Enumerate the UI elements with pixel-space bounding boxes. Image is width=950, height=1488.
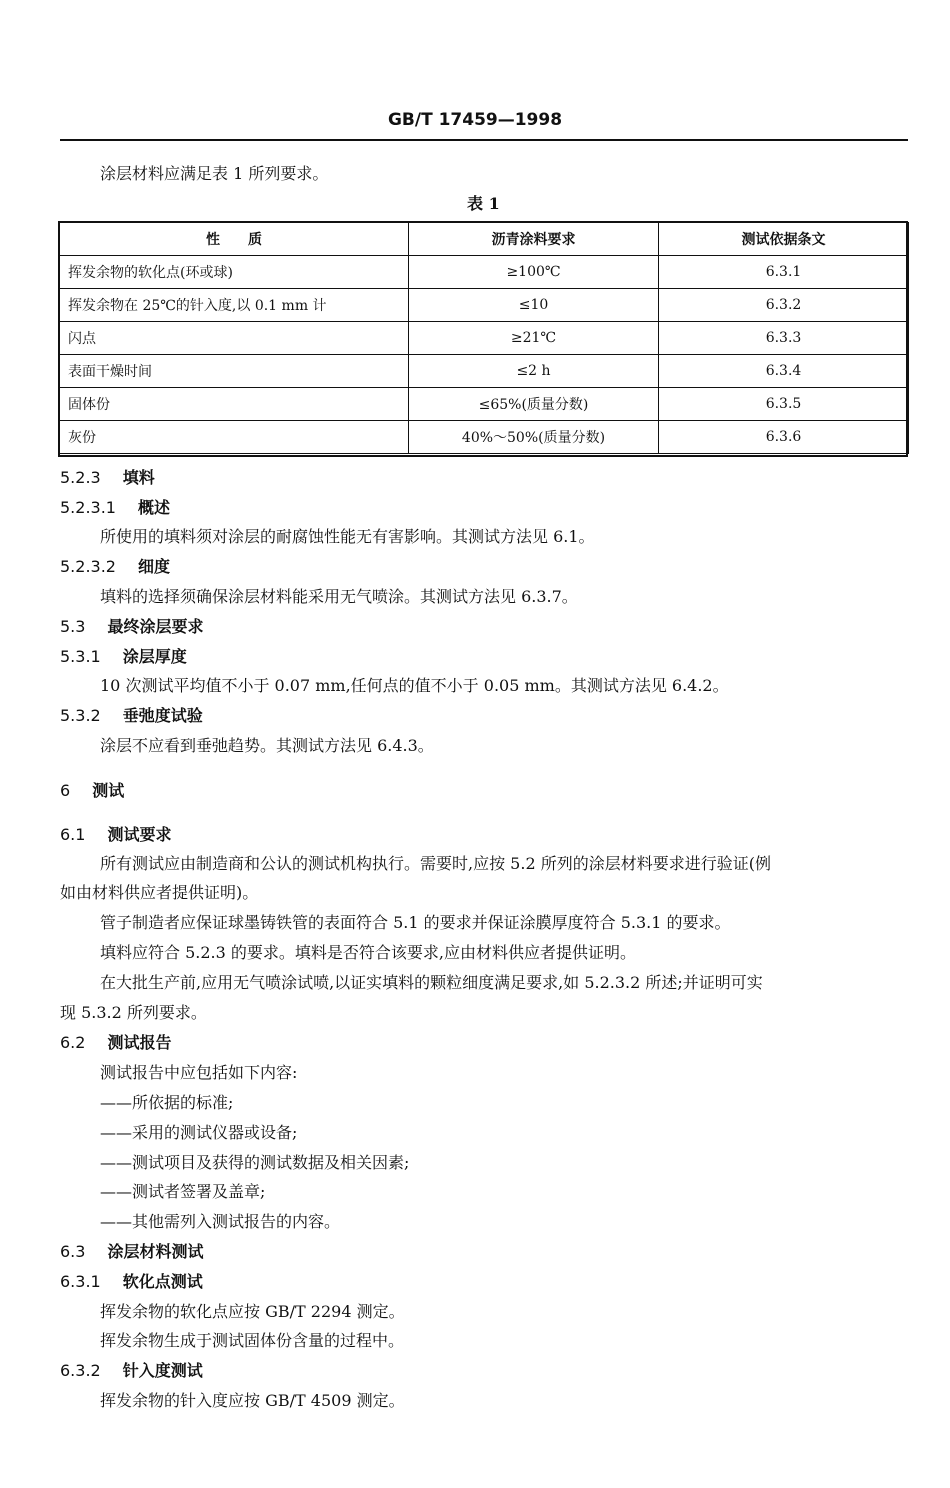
section-title: 测试 bbox=[92, 781, 125, 800]
section-number: 5.3.2 bbox=[60, 706, 101, 725]
paragraph: 现 5.3.2 所列要求。 bbox=[60, 1003, 207, 1022]
section-title: 概述 bbox=[137, 498, 170, 517]
paragraph: 挥发余物的针入度应按 GB/T 4509 测定。 bbox=[100, 1391, 405, 1410]
list-item: ——所依据的标准; bbox=[100, 1093, 234, 1112]
table-row bbox=[60, 322, 909, 355]
paragraph: 10 次测试平均值不小于 0.07 mm,任何点的值不小于 0.05 mm。其测试方法见 6.4.2。 bbox=[100, 676, 729, 695]
header-rule bbox=[60, 139, 908, 141]
section-title: 针入度测试 bbox=[122, 1361, 203, 1380]
section-title: 细度 bbox=[137, 557, 170, 576]
section-heading-6-3-2 bbox=[60, 1361, 203, 1381]
table-cell: 灰份 bbox=[60, 421, 409, 454]
table-cell: ≤2 h bbox=[409, 355, 659, 388]
section-heading-6-3-1 bbox=[60, 1272, 203, 1292]
table-cell: 挥发余物的软化点(环或球) bbox=[60, 256, 409, 289]
paragraph: 管子制造者应保证球墨铸铁管的表面符合 5.1 的要求并保证涂膜厚度符合 5.3.1 的要求。 bbox=[100, 913, 731, 932]
section-number: 6 bbox=[60, 781, 71, 800]
list-item: ——其他需列入测试报告的内容。 bbox=[100, 1212, 341, 1231]
section-heading-6 bbox=[60, 781, 124, 801]
paragraph: 所有测试应由制造商和公认的测试机构执行。需要时,应按 5.2 所列的涂层材料要求进行验证(例 bbox=[100, 854, 771, 873]
paragraph: 挥发余物生成于测试固体份含量的过程中。 bbox=[100, 1331, 405, 1350]
table-cell: ≤10 bbox=[409, 289, 659, 322]
table-cell: 6.3.3 bbox=[659, 322, 909, 355]
paragraph: 所使用的填料须对涂层的耐腐蚀性能无有害影响。其测试方法见 6.1。 bbox=[100, 527, 595, 546]
section-number: 6.2 bbox=[60, 1033, 86, 1052]
table-header-cell: 性 质 bbox=[60, 223, 409, 256]
section-heading-5-3-1 bbox=[60, 647, 187, 667]
paragraph: 涂层不应看到垂弛趋势。其测试方法见 6.4.3。 bbox=[100, 736, 434, 755]
table-cell: 6.3.5 bbox=[659, 388, 909, 421]
table-row bbox=[60, 355, 909, 388]
table-row bbox=[60, 421, 909, 454]
section-heading-5-2-3-1 bbox=[60, 498, 170, 518]
section-number: 5.3.1 bbox=[60, 647, 101, 666]
section-heading-6-1 bbox=[60, 825, 171, 845]
section-number: 5.2.3 bbox=[60, 468, 101, 487]
section-number: 5.3 bbox=[60, 617, 86, 636]
table-caption: 表 1 bbox=[467, 194, 500, 213]
table-row bbox=[60, 289, 909, 322]
table-cell: 闪点 bbox=[60, 322, 409, 355]
paragraph: 填料的选择须确保涂层材料能采用无气喷涂。其测试方法见 6.3.7。 bbox=[100, 587, 578, 606]
document-code-header: GB/T 17459—1998 bbox=[387, 110, 563, 130]
table-cell: 6.3.1 bbox=[659, 256, 909, 289]
paragraph: 如由材料供应者提供证明)。 bbox=[60, 883, 259, 902]
section-number: 6.3 bbox=[60, 1242, 86, 1261]
intro-text: 涂层材料应满足表 1 所列要求。 bbox=[100, 164, 329, 183]
section-heading-6-2 bbox=[60, 1033, 171, 1053]
table-cell: 6.3.4 bbox=[659, 355, 909, 388]
table-header-cell: 测试依据条文 bbox=[659, 223, 909, 256]
table-cell: 6.3.2 bbox=[659, 289, 909, 322]
table-cell: 6.3.6 bbox=[659, 421, 909, 454]
table-cell: 挥发余物在 25℃的针入度,以 0.1 mm 计 bbox=[60, 289, 409, 322]
table-cell: 固体份 bbox=[60, 388, 409, 421]
paragraph: 填料应符合 5.2.3 的要求。填料是否符合该要求,应由材料供应者提供证明。 bbox=[100, 943, 636, 962]
table-cell: ≥21℃ bbox=[409, 322, 659, 355]
section-number: 5.2.3.2 bbox=[60, 557, 116, 576]
section-number: 6.3.2 bbox=[60, 1361, 101, 1380]
section-number: 6.1 bbox=[60, 825, 86, 844]
section-title: 垂弛度试验 bbox=[122, 706, 203, 725]
section-title: 软化点测试 bbox=[122, 1272, 203, 1291]
table-1 bbox=[59, 222, 909, 454]
table-cell: ≥100℃ bbox=[409, 256, 659, 289]
section-heading-5-2-3-2 bbox=[60, 557, 170, 577]
list-item: ——采用的测试仪器或设备; bbox=[100, 1123, 298, 1142]
section-title: 涂层材料测试 bbox=[107, 1242, 204, 1261]
section-title: 测试要求 bbox=[107, 825, 172, 844]
section-title: 最终涂层要求 bbox=[107, 617, 204, 636]
table-header-row bbox=[60, 223, 909, 256]
section-title: 涂层厚度 bbox=[122, 647, 187, 666]
paragraph: 测试报告中应包括如下内容: bbox=[100, 1063, 298, 1082]
paragraph: 挥发余物的软化点应按 GB/T 2294 测定。 bbox=[100, 1302, 405, 1321]
paragraph: 在大批生产前,应用无气喷涂试喷,以证实填料的颗粒细度满足要求,如 5.2.3.2 所述;并证明可实 bbox=[100, 973, 763, 992]
section-heading-5-3 bbox=[60, 617, 203, 637]
table-cell: ≤65%(质量分数) bbox=[409, 388, 659, 421]
list-item: ——测试项目及获得的测试数据及相关因素; bbox=[100, 1153, 410, 1172]
table-row bbox=[60, 256, 909, 289]
list-item: ——测试者签署及盖章; bbox=[100, 1182, 266, 1201]
section-title: 测试报告 bbox=[107, 1033, 172, 1052]
section-number: 6.3.1 bbox=[60, 1272, 101, 1291]
table-cell: 表面干燥时间 bbox=[60, 355, 409, 388]
section-title: 填料 bbox=[122, 468, 155, 487]
table-cell: 40%～50%(质量分数) bbox=[409, 421, 659, 454]
section-heading-5-2-3 bbox=[60, 468, 155, 488]
section-number: 5.2.3.1 bbox=[60, 498, 116, 517]
table-row bbox=[60, 388, 909, 421]
section-heading-5-3-2 bbox=[60, 706, 203, 726]
section-heading-6-3 bbox=[60, 1242, 203, 1262]
table-header-cell: 沥青涂料要求 bbox=[409, 223, 659, 256]
